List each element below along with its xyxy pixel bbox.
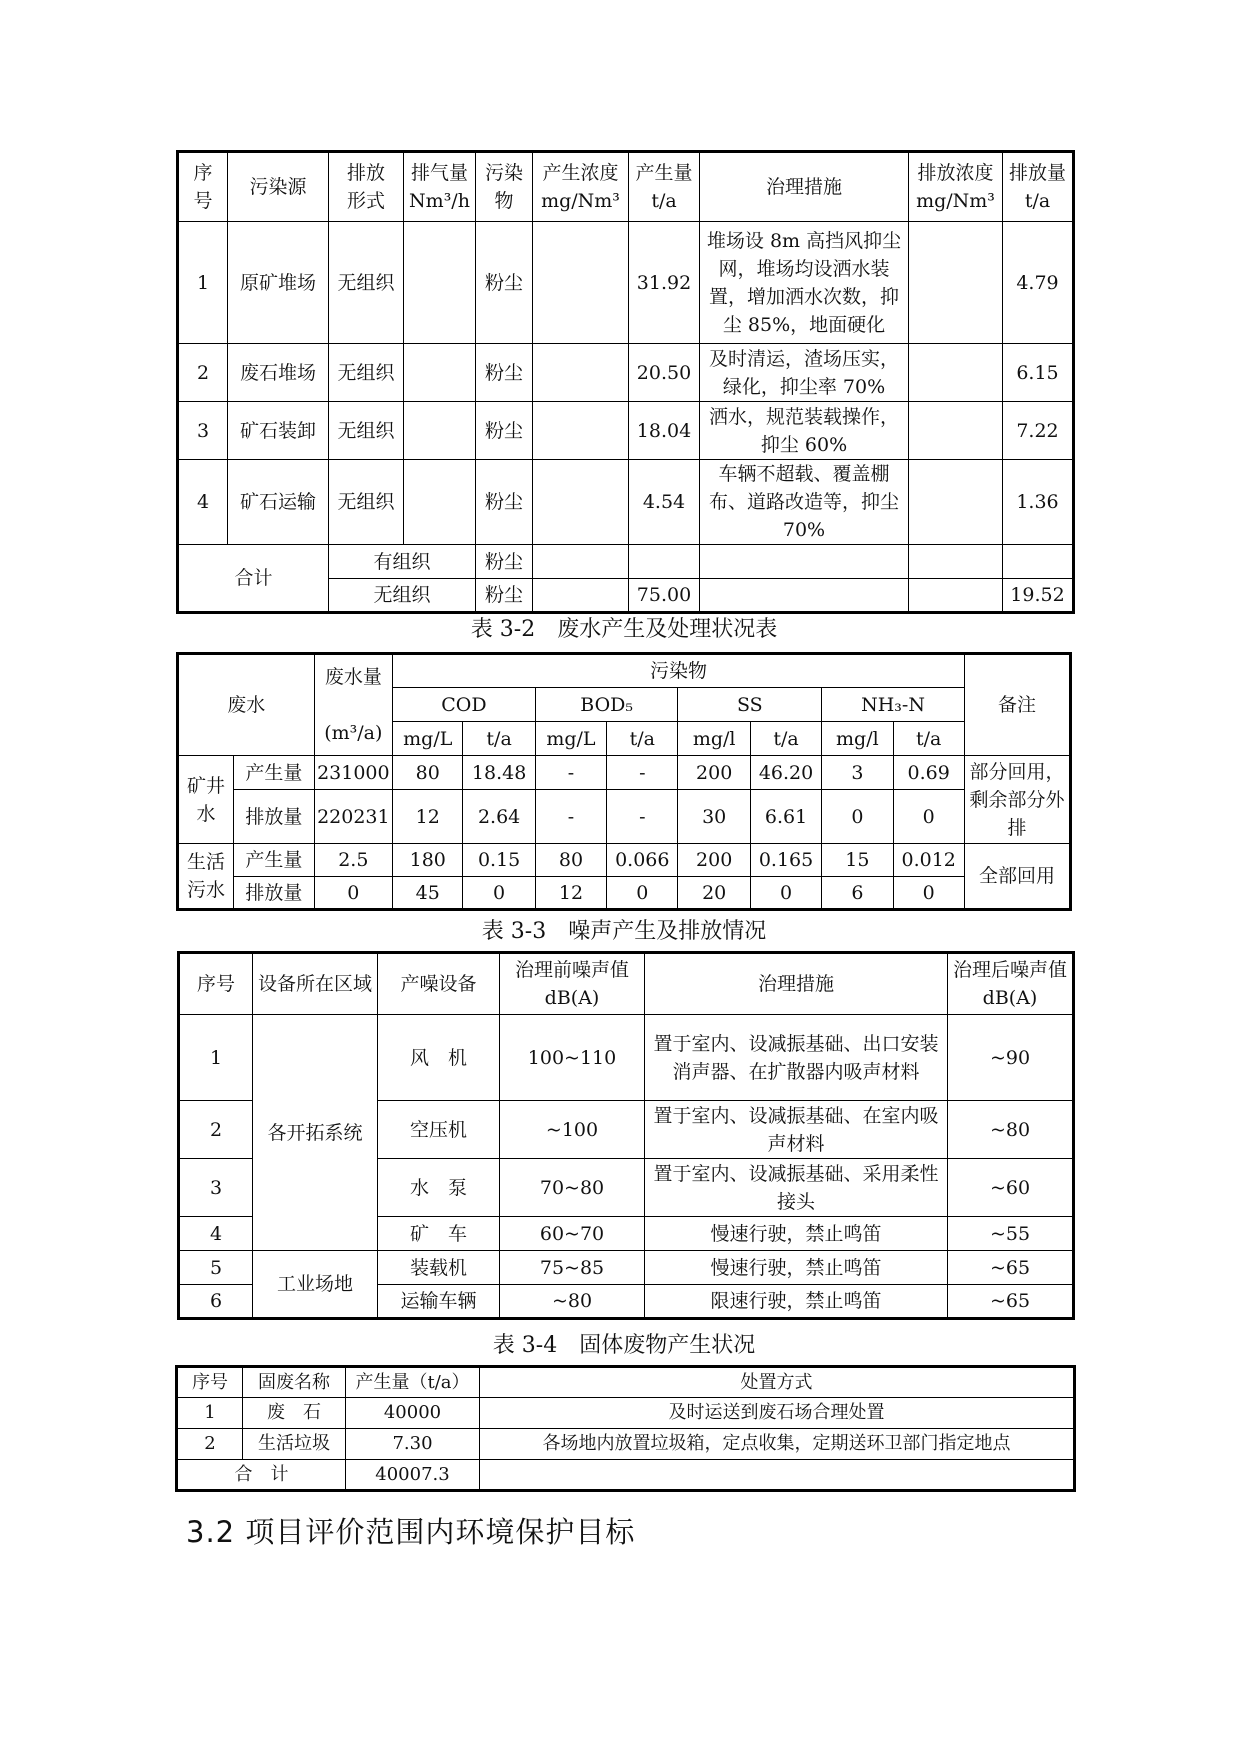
- table-cell: 15: [822, 844, 893, 877]
- table-header-row: [179, 953, 1074, 1015]
- table-row: [178, 790, 1071, 844]
- header-cell: t/a: [607, 722, 678, 756]
- table-cell: 粉尘: [476, 545, 533, 579]
- table-cell: 46.20: [750, 756, 821, 790]
- table-caption: 表 3-2 废水产生及处理状况表: [470, 617, 778, 642]
- table-cell: 200: [678, 844, 750, 877]
- header-cell: 排放浓度 mg/Nm³: [909, 152, 1003, 222]
- table-cell: 1: [179, 1015, 253, 1101]
- table-row: [178, 344, 1074, 402]
- header-cell: 废水量 (m³/a): [314, 654, 392, 756]
- table-row: [178, 222, 1074, 344]
- table-cell: 4.54: [629, 460, 700, 545]
- table-cell: 有组织: [329, 545, 476, 579]
- table-cell: 粉尘: [476, 222, 533, 344]
- table-cell: 装载机: [378, 1251, 500, 1285]
- table-cell: 2: [177, 1429, 243, 1460]
- table-header-row: [178, 654, 1071, 688]
- table-cell: [909, 344, 1003, 402]
- table-cell: 3: [822, 756, 893, 790]
- table-cell: 80: [393, 756, 463, 790]
- table-cell: 30: [678, 790, 750, 844]
- table-cell: 矿石装卸: [228, 402, 329, 460]
- header-cell: SS: [678, 688, 822, 722]
- table-cell: 60~70: [500, 1217, 645, 1251]
- table-cell: 洒水，规范装载操作，抑尘 60%: [700, 402, 909, 460]
- table-cell: 4.79: [1003, 222, 1074, 344]
- table-cell: 废石堆场: [228, 344, 329, 402]
- table-cell: -: [535, 756, 606, 790]
- table-cell: [909, 222, 1003, 344]
- header-cell: mg/l: [678, 722, 750, 756]
- header-cell: 产噪设备: [378, 953, 500, 1015]
- table-cell: -: [535, 790, 606, 844]
- table-cell: 6: [822, 877, 893, 910]
- table-total-row: [178, 545, 1074, 579]
- table-cell: 100~110: [500, 1015, 645, 1101]
- header-cell: COD: [393, 688, 536, 722]
- table-cell: 0: [750, 877, 821, 910]
- table-cell: 4: [178, 460, 228, 545]
- header-cell: mg/l: [822, 722, 893, 756]
- solid-waste-table: [175, 1365, 1076, 1492]
- table-cell: 70~80: [500, 1159, 645, 1217]
- table-cell: [909, 545, 1003, 579]
- table-cell: -: [607, 790, 678, 844]
- header-cell: NH₃-N: [822, 688, 965, 722]
- table-cell: 堆场设 8m 高挡风抑尘网，堆场均设洒水装置，增加洒水次数，抑尘 85%，地面硬化: [700, 222, 909, 344]
- section-heading: 3.2 项目评价范围内环境保护目标: [186, 1515, 636, 1549]
- table-cell: [404, 222, 476, 344]
- table-cell: 1.36: [1003, 460, 1074, 545]
- table-cell: 生活垃圾: [243, 1429, 346, 1460]
- table-cell: ~80: [948, 1101, 1074, 1159]
- header-cell: 序 号: [178, 152, 228, 222]
- air-pollutant-table: [176, 150, 1075, 614]
- area-cell: 工业场地: [253, 1251, 378, 1319]
- table-cell: ~65: [948, 1251, 1074, 1285]
- header-cell: 处置方式: [480, 1367, 1075, 1398]
- header-cell: 产生量（t/a）: [346, 1367, 480, 1398]
- table-cell: 矿石运输: [228, 460, 329, 545]
- table-cell: [533, 545, 629, 579]
- table-cell: 2.64: [463, 790, 535, 844]
- table-cell: 0: [314, 877, 392, 910]
- header-cell: 固废名称: [243, 1367, 346, 1398]
- remark-cell: 全部回用: [964, 844, 1070, 910]
- header-cell: 排放量 t/a: [1003, 152, 1074, 222]
- header-cell: mg/L: [535, 722, 606, 756]
- table-cell: [404, 402, 476, 460]
- table-cell: 20: [678, 877, 750, 910]
- area-cell: 各开拓系统: [253, 1015, 378, 1251]
- table-cell: 12: [393, 790, 463, 844]
- header-cell: t/a: [750, 722, 821, 756]
- header-cell: 设备所在区域: [253, 953, 378, 1015]
- header-cell: 污染源: [228, 152, 329, 222]
- table-cell: [533, 579, 629, 613]
- table-cell: [700, 545, 909, 579]
- table-cell: [1003, 545, 1074, 579]
- header-cell: 治理措施: [700, 152, 909, 222]
- table-cell: 空压机: [378, 1101, 500, 1159]
- table-cell: 水 泵: [378, 1159, 500, 1217]
- table-cell: -: [607, 756, 678, 790]
- table-cell: 0: [893, 877, 964, 910]
- table-cell: 2: [179, 1101, 253, 1159]
- table-cell: 45: [393, 877, 463, 910]
- table-cell: 220231: [314, 790, 392, 844]
- table-cell: 40000: [346, 1398, 480, 1429]
- table-cell: 慢速行驶，禁止鸣笛: [645, 1251, 948, 1285]
- table-cell: [480, 1460, 1075, 1491]
- table-cell: 各场地内放置垃圾箱，定点收集，定期送环卫部门指定地点: [480, 1429, 1075, 1460]
- table-cell: 19.52: [1003, 579, 1074, 613]
- table-cell: 排放量: [234, 877, 315, 910]
- table-cell: ~100: [500, 1101, 645, 1159]
- total-label: 合 计: [177, 1460, 346, 1491]
- table-cell: 置于室内、设减振基础、出口安装消声器、在扩散器内吸声材料: [645, 1015, 948, 1101]
- table-cell: 0.066: [607, 844, 678, 877]
- table-cell: [404, 344, 476, 402]
- header-cell: 产生浓度 mg/Nm³: [533, 152, 629, 222]
- table-cell: 80: [535, 844, 606, 877]
- table-cell: [533, 222, 629, 344]
- table-cell: 慢速行驶，禁止鸣笛: [645, 1217, 948, 1251]
- total-label: 合计: [178, 545, 329, 613]
- table-cell: 粉尘: [476, 402, 533, 460]
- table-cell: 1: [178, 222, 228, 344]
- table-cell: 7.30: [346, 1429, 480, 1460]
- table-cell: 置于室内、设减振基础、采用柔性接头: [645, 1159, 948, 1217]
- table-cell: 6.61: [750, 790, 821, 844]
- header-cell: t/a: [893, 722, 964, 756]
- table-cell: 5: [179, 1251, 253, 1285]
- table-cell: 无组织: [329, 344, 404, 402]
- table-row: [178, 877, 1071, 910]
- table-row: [178, 402, 1074, 460]
- table-cell: ~60: [948, 1159, 1074, 1217]
- table-cell: 231000: [314, 756, 392, 790]
- table-cell: 0.69: [893, 756, 964, 790]
- table-cell: 18.04: [629, 402, 700, 460]
- table-cell: 0: [463, 877, 535, 910]
- table-cell: 无组织: [329, 402, 404, 460]
- table-row: [179, 1251, 1074, 1285]
- table-cell: 180: [393, 844, 463, 877]
- table-cell: 产生量: [234, 844, 315, 877]
- header-cell: 治理措施: [645, 953, 948, 1015]
- table-cell: [533, 344, 629, 402]
- table-cell: 200: [678, 756, 750, 790]
- table-row: [179, 1015, 1074, 1101]
- table-cell: [909, 460, 1003, 545]
- table-cell: [909, 579, 1003, 613]
- table-cell: 原矿堆场: [228, 222, 329, 344]
- table-total-row: [177, 1460, 1075, 1491]
- table-cell: ~90: [948, 1015, 1074, 1101]
- table-header-row: [177, 1367, 1075, 1398]
- row-group-label: 矿井 水: [178, 756, 234, 844]
- table-cell: 排放量: [234, 790, 315, 844]
- header-cell: 序号: [177, 1367, 243, 1398]
- table-cell: 0: [822, 790, 893, 844]
- table-cell: 1: [177, 1398, 243, 1429]
- header-cell: 治理前噪声值dB(A): [500, 953, 645, 1015]
- table-cell: ~55: [948, 1217, 1074, 1251]
- table-row: [178, 844, 1071, 877]
- table-cell: 3: [179, 1159, 253, 1217]
- table-cell: 7.22: [1003, 402, 1074, 460]
- table-header-row: [178, 152, 1074, 222]
- table-cell: 产生量: [234, 756, 315, 790]
- row-group-label: 生活 污水: [178, 844, 234, 910]
- remark-cell: 部分回用，剩余部分外排: [964, 756, 1070, 844]
- table-cell: 0: [607, 877, 678, 910]
- header-cell: mg/L: [393, 722, 463, 756]
- header-cell: 污染 物: [476, 152, 533, 222]
- table-cell: 4: [179, 1217, 253, 1251]
- table-cell: ~65: [948, 1285, 1074, 1319]
- table-cell: 限速行驶，禁止鸣笛: [645, 1285, 948, 1319]
- table-caption: 表 3-4 固体废物产生状况: [492, 1333, 756, 1358]
- table-cell: 粉尘: [476, 460, 533, 545]
- table-cell: 粉尘: [476, 579, 533, 613]
- table-row: [178, 460, 1074, 545]
- table-cell: [700, 579, 909, 613]
- table-cell: 0.012: [893, 844, 964, 877]
- table-cell: [533, 460, 629, 545]
- header-cell: 污染物: [393, 654, 965, 688]
- table-cell: 矿 车: [378, 1217, 500, 1251]
- table-cell: 运输车辆: [378, 1285, 500, 1319]
- header-cell: 序号: [179, 953, 253, 1015]
- table-cell: 风 机: [378, 1015, 500, 1101]
- table-row: [177, 1398, 1075, 1429]
- table-cell: 20.50: [629, 344, 700, 402]
- table-cell: 及时清运，渣场压实，绿化，抑尘率 70%: [700, 344, 909, 402]
- header-cell: 排气量 Nm³/h: [404, 152, 476, 222]
- table-cell: 置于室内、设减振基础、在室内吸声材料: [645, 1101, 948, 1159]
- header-cell: 排放 形式: [329, 152, 404, 222]
- table-cell: 车辆不超载、覆盖棚布、道路改造等，抑尘 70%: [700, 460, 909, 545]
- table-cell: 3: [178, 402, 228, 460]
- table-cell: 无组织: [329, 222, 404, 344]
- table-cell: ~80: [500, 1285, 645, 1319]
- header-cell: 治理后噪声值dB(A): [948, 953, 1074, 1015]
- table-cell: 无组织: [329, 579, 476, 613]
- table-caption: 表 3-3 噪声产生及排放情况: [481, 919, 767, 944]
- table-cell: [404, 460, 476, 545]
- table-row: [178, 756, 1071, 790]
- header-cell: 产生量 t/a: [629, 152, 700, 222]
- wastewater-table: [176, 652, 1072, 911]
- table-cell: 粉尘: [476, 344, 533, 402]
- table-cell: 0.15: [463, 844, 535, 877]
- table-cell: 40007.3: [346, 1460, 480, 1491]
- header-cell: 备注: [964, 654, 1070, 756]
- table-cell: [909, 402, 1003, 460]
- table-cell: 无组织: [329, 460, 404, 545]
- table-cell: 0: [893, 790, 964, 844]
- table-cell: 31.92: [629, 222, 700, 344]
- table-row: [177, 1429, 1075, 1460]
- table-cell: 废 石: [243, 1398, 346, 1429]
- table-cell: 及时运送到废石场合理处置: [480, 1398, 1075, 1429]
- table-cell: 2.5: [314, 844, 392, 877]
- header-cell: BOD₅: [535, 688, 678, 722]
- table-cell: [629, 545, 700, 579]
- noise-table: [177, 951, 1075, 1320]
- table-cell: 18.48: [463, 756, 535, 790]
- table-cell: 12: [535, 877, 606, 910]
- table-cell: 6: [179, 1285, 253, 1319]
- table-cell: 0.165: [750, 844, 821, 877]
- header-cell: 废水: [178, 654, 315, 756]
- table-cell: 75.00: [629, 579, 700, 613]
- table-cell: [533, 402, 629, 460]
- table-cell: 6.15: [1003, 344, 1074, 402]
- header-cell: t/a: [463, 722, 535, 756]
- table-cell: 75~85: [500, 1251, 645, 1285]
- table-cell: 2: [178, 344, 228, 402]
